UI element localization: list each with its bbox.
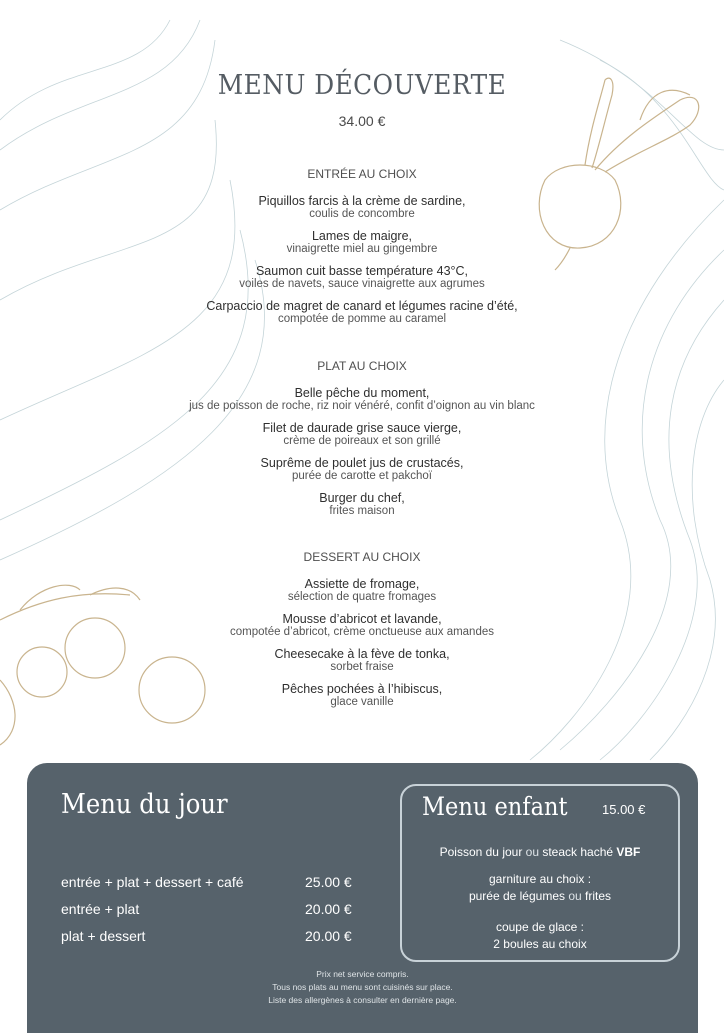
menu-item bbox=[0, 387, 724, 413]
menu-section bbox=[0, 167, 724, 335]
item-description: jus de poisson de roche, riz noir vénéré, confit d’oignon au vin blanc bbox=[189, 400, 535, 412]
menu-section bbox=[0, 359, 724, 527]
formula-row bbox=[61, 874, 361, 890]
dessert-label: coupe de glace : bbox=[495, 920, 585, 934]
menu-du-jour-title: Menu du jour bbox=[61, 789, 228, 820]
garniture-options bbox=[402, 888, 678, 905]
item-name: Assiette de fromage, bbox=[304, 577, 420, 591]
item-name: Saumon cuit basse température 43°C, bbox=[255, 264, 469, 278]
item-name: Carpaccio de magret de canard et légumes racine d’été, bbox=[206, 299, 518, 313]
menu-item bbox=[0, 613, 724, 639]
menu-enfant-title: Menu enfant bbox=[422, 792, 568, 821]
footer-notes bbox=[27, 968, 698, 1007]
menu-item bbox=[0, 683, 724, 709]
item-description: vinaigrette miel au gingembre bbox=[286, 243, 438, 255]
menu-section bbox=[0, 550, 724, 718]
item-description: coulis de concombre bbox=[309, 208, 415, 220]
footer-line: Liste des allergènes à consulter en dernière page. bbox=[268, 995, 457, 1005]
formula-row bbox=[61, 901, 361, 917]
item-name: Belle pêche du moment, bbox=[294, 386, 430, 400]
bottom-panel bbox=[27, 763, 698, 1033]
menu-item bbox=[0, 195, 724, 221]
item-description: crème de poireaux et son grillé bbox=[283, 435, 441, 447]
item-name: Suprême de poulet jus de crustacés, bbox=[260, 456, 464, 470]
menu-enfant-box bbox=[400, 784, 680, 962]
menu-item bbox=[0, 230, 724, 256]
or-text: ou bbox=[565, 889, 586, 903]
menu-price: 34.00 € bbox=[338, 113, 386, 129]
footer-line: Tous nos plats au menu sont cuisinés sur place. bbox=[272, 982, 453, 992]
section-heading: DESSERT AU CHOIX bbox=[303, 550, 421, 564]
garniture-label: garniture au choix : bbox=[488, 872, 592, 886]
menu-item bbox=[0, 300, 724, 326]
item-name: Lames de maigre, bbox=[311, 229, 413, 243]
item-description: sorbet fraise bbox=[330, 661, 394, 673]
section-heading: ENTRÉE AU CHOIX bbox=[307, 167, 417, 181]
menu-item bbox=[0, 265, 724, 291]
item-name: Cheesecake à la fève de tonka, bbox=[274, 647, 450, 661]
item-name: Piquillos farcis à la crème de sardine, bbox=[258, 194, 466, 208]
main-option: Poisson du jour bbox=[439, 845, 523, 859]
menu-item bbox=[0, 648, 724, 674]
dessert-option: 2 boules au choix bbox=[493, 937, 587, 951]
item-description: voiles de navets, sauce vinaigrette aux agrumes bbox=[239, 278, 485, 290]
item-description: purée de carotte et pakchoï bbox=[291, 470, 432, 482]
formula-price: 20.00 € bbox=[305, 901, 352, 917]
menu-item bbox=[0, 492, 724, 518]
menu-title: MENU DÉCOUVERTE bbox=[217, 70, 507, 101]
formula-price: 20.00 € bbox=[305, 928, 352, 944]
item-description: compotée de pomme au caramel bbox=[277, 313, 447, 325]
garniture-option: frites bbox=[585, 889, 612, 903]
menu-item bbox=[0, 578, 724, 604]
item-name: Pêches pochées à l’hibiscus, bbox=[281, 682, 443, 696]
menu-enfant-main bbox=[402, 844, 678, 861]
item-description: glace vanille bbox=[330, 696, 394, 708]
footer-line: Prix net service compris. bbox=[316, 969, 409, 979]
vbf-label: VBF bbox=[616, 845, 641, 859]
main-option: steack haché bbox=[542, 845, 617, 859]
menu-item bbox=[0, 422, 724, 448]
item-description: sélection de quatre fromages bbox=[287, 591, 437, 603]
formula-price: 25.00 € bbox=[305, 874, 352, 890]
formula-label: plat + dessert bbox=[61, 928, 146, 944]
formula-label: entrée + plat bbox=[61, 901, 140, 917]
or-text: ou bbox=[522, 845, 543, 859]
menu-enfant-price: 15.00 € bbox=[602, 802, 646, 817]
garniture-option: purée de légumes bbox=[468, 889, 566, 903]
menu-item bbox=[0, 457, 724, 483]
item-description: compotée d’abricot, crème onctueuse aux amandes bbox=[229, 626, 494, 638]
formula-label: entrée + plat + dessert + café bbox=[61, 874, 244, 890]
section-heading: PLAT AU CHOIX bbox=[317, 359, 407, 373]
item-name: Mousse d’abricot et lavande, bbox=[282, 612, 442, 626]
item-description: frites maison bbox=[329, 505, 395, 517]
formula-row bbox=[61, 928, 361, 944]
item-name: Burger du chef, bbox=[319, 491, 405, 505]
item-name: Filet de daurade grise sauce vierge, bbox=[262, 421, 462, 435]
